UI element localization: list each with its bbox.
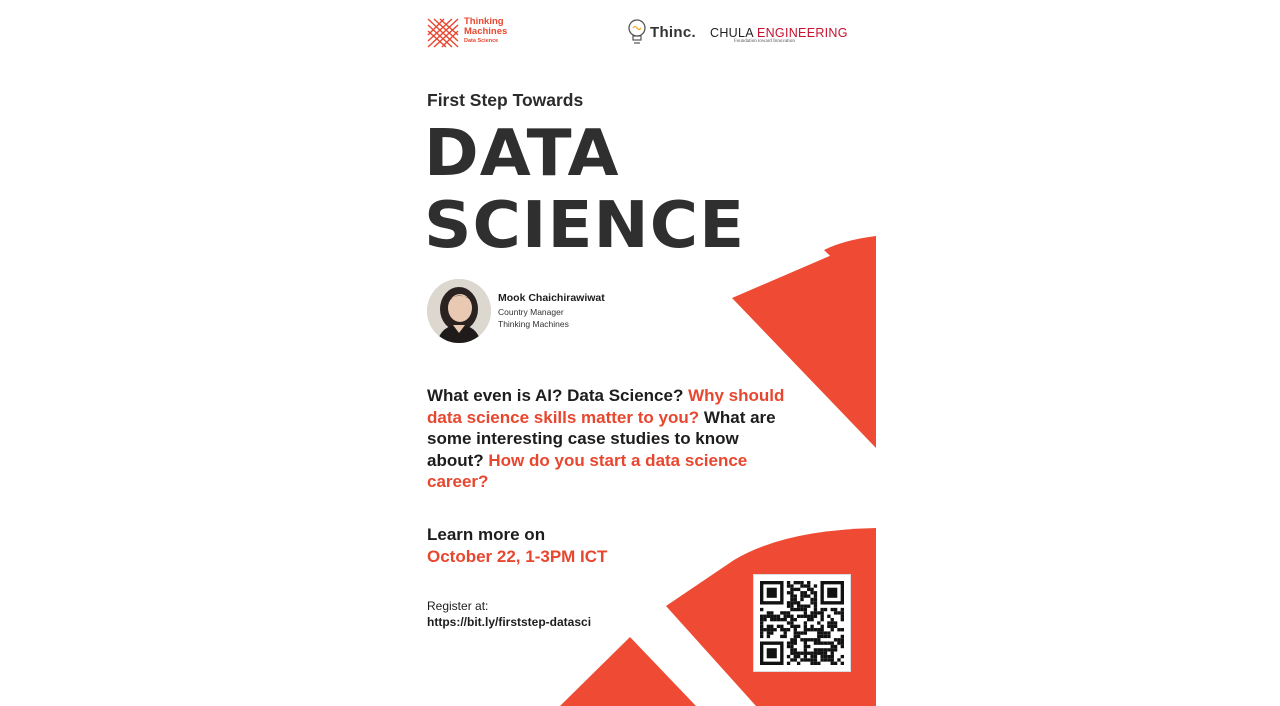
- qr-code-pattern: [760, 581, 844, 665]
- chula-tagline: Foundation toward Innovation: [734, 39, 795, 44]
- tm-logo-line1: Thinking: [464, 16, 504, 27]
- speaker-name: Mook Chaichirawiwat: [498, 292, 605, 304]
- poster-title: [424, 118, 745, 262]
- red-triangle-bottom: [560, 637, 696, 706]
- chula-logo-text: CHULA: [710, 26, 757, 40]
- lightbulb-icon: [626, 18, 648, 48]
- speaker-info: [498, 292, 605, 330]
- tm-logo-line3: Data Science: [464, 38, 499, 44]
- question-3: What are some interesting case studies to know about?: [427, 407, 776, 470]
- learn-more-label: Learn more on: [427, 525, 546, 544]
- thinking-machines-mark-icon: [426, 17, 460, 49]
- qr-code[interactable]: [753, 574, 851, 672]
- poster-subtitle: First Step Towards: [427, 90, 584, 110]
- question-4: How do you start a data science career?: [427, 450, 748, 491]
- register-link[interactable]: https://bit.ly/firststep-datasci: [427, 615, 592, 629]
- event-info: [427, 524, 607, 568]
- register-label: Register at:: [427, 599, 489, 613]
- event-date: October 22, 1-3PM ICT: [427, 547, 608, 566]
- engineering-logo-text: ENGINEERING: [756, 26, 848, 40]
- thinking-machines-logo: [426, 17, 516, 49]
- event-poster: [404, 0, 876, 706]
- title-line-1: DATA: [424, 117, 620, 191]
- tm-logo-line2: Machines: [464, 26, 508, 37]
- speaker-company: Thinking Machines: [498, 319, 569, 329]
- register-info: [427, 598, 591, 630]
- speaker-photo: [427, 279, 491, 343]
- thinc-logo: [626, 18, 702, 48]
- question-2: Why should data science skills matter to you?: [427, 386, 785, 427]
- questions-text: [427, 385, 797, 493]
- thinc-logo-text: Thinc.: [650, 24, 696, 41]
- question-1: What even is AI? Data Science?: [427, 386, 689, 405]
- speaker-role: Country Manager: [498, 307, 564, 317]
- title-line-2: SCIENCE: [424, 189, 746, 263]
- chula-engineering-logo: [710, 26, 860, 44]
- speaker-portrait: [427, 279, 491, 343]
